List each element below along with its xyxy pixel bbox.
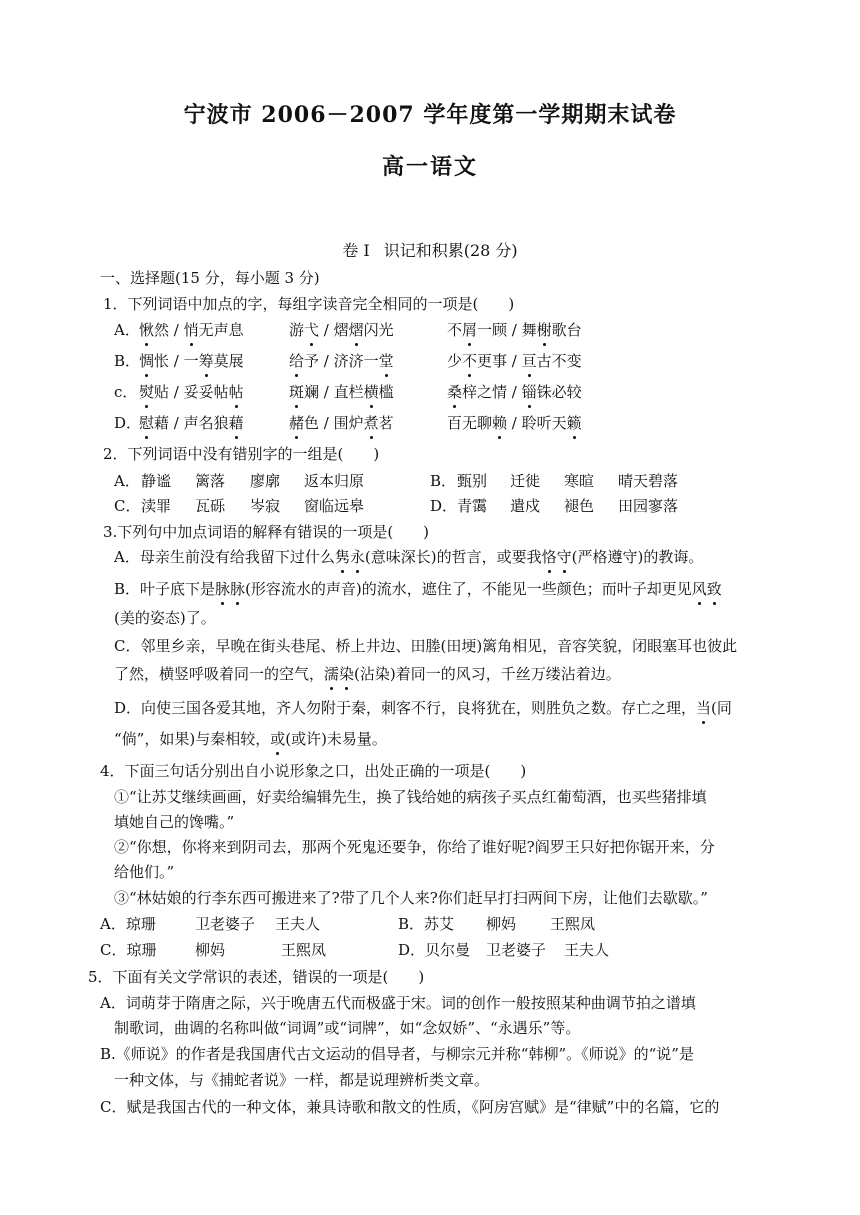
- q1-word-pair: 少不更事 / 亘古不变: [447, 352, 582, 370]
- q1-word-pair: 桑梓之情 / 锱铢必较: [447, 383, 582, 401]
- emphasis-dot-char: 筹: [198, 352, 214, 370]
- q4-option: D．贝尔曼: [398, 941, 471, 959]
- question-1-stem: 1．下列词语中加点的字，每组字读音完全相同的一项是( ): [103, 295, 515, 313]
- emphasis-dot-char: 濡: [324, 665, 340, 683]
- emphasis-dot-char: 亘: [521, 352, 537, 370]
- q2-word: 廖廓: [250, 472, 281, 490]
- q1-word-pair: 不屑一顾 / 舞榭歌台: [447, 321, 582, 339]
- q2-word: 褪色: [564, 497, 595, 515]
- emphasis-dot-char: 当: [696, 699, 712, 717]
- emphasis-dot-char: 恪: [541, 548, 557, 566]
- q1-option-label: D．: [114, 414, 142, 432]
- emphasis-dot-char: 悄: [183, 321, 199, 339]
- question-3-stem: 3.下列句中加点词语的解释有错误的一项是( ): [103, 523, 430, 541]
- q4-character: 柳妈: [486, 915, 517, 933]
- emphasis-dot-char: 永: [349, 548, 365, 566]
- section-heading: 一、选择题(15 分，每小题 3 分): [100, 269, 320, 287]
- q3-line: “倘”，如果)与秦相较，或(或许)未易量。: [114, 730, 387, 748]
- emphasis-dot-char: 致: [706, 580, 722, 598]
- q1-word-pair: 赭色 / 围炉煮茗: [289, 414, 394, 432]
- q1-word-pair: 愀然 / 悄无声息: [139, 321, 244, 339]
- q2-word: 返本归原: [304, 472, 365, 490]
- q5-line: A．词萌芽于隋唐之际，兴于晚唐五代而极盛于宋。词的创作一般按照某种曲调节拍之谱填: [100, 994, 696, 1012]
- q2-word: 寒暄: [564, 472, 595, 490]
- emphasis-dot-char: 锱: [521, 383, 537, 401]
- emphasis-dot-char: 慰: [139, 414, 155, 432]
- volume-name: 卷 I: [342, 241, 370, 260]
- q1-word-pair: 给予 / 济济一堂: [289, 352, 394, 370]
- q2-word: 甄别: [457, 472, 488, 490]
- q2-option-label: D．: [430, 497, 458, 515]
- emphasis-dot-char: 屑: [462, 321, 478, 339]
- q2-word: 遣戍: [510, 497, 541, 515]
- emphasis-dot-char: 桑: [447, 383, 463, 401]
- emphasis-dot-char: 染: [339, 665, 355, 683]
- q3-line: C．邻里乡亲，早晚在街头巷尾、桥上井边、田塍(田埂)篱角相见，音容笑貌，闭眼塞耳也彼此: [114, 637, 738, 655]
- emphasis-dot-char: 赭: [289, 414, 305, 432]
- q4-character: 王夫人: [275, 915, 321, 933]
- q4-quote-line: ①“让苏艾继续画画，好卖给编辑先生，换了钱给她的病孩子买点红葡萄酒，也买些猪排填: [114, 788, 707, 806]
- exam-title: 宁波市 2006－2007 学年度第一学期期末试卷: [183, 102, 677, 128]
- emphasis-dot-char: 不: [462, 352, 478, 370]
- q4-quote-line: ②“你想，你将来到阴司去，那两个死鬼还要争，你给了谁好呢?阎罗王只好把你锯开来，分: [114, 838, 715, 856]
- emphasis-dot-char: 籁: [566, 414, 582, 432]
- q5-line: 一种文体，与《捕蛇者说》一样，都是说理辨析类文章。: [114, 1071, 490, 1089]
- q2-word: 晴天碧落: [618, 472, 679, 490]
- q4-character: 卫老婆子: [195, 915, 256, 933]
- q2-option-label: A．: [114, 472, 140, 490]
- emphasis-dot-char: 脉: [215, 580, 231, 598]
- emphasis-dot-char: 给: [289, 352, 305, 370]
- emphasis-dot-char: 守: [556, 548, 572, 566]
- q2-word: 渎罪: [141, 497, 172, 515]
- volume-section: 识记和积累(28 分): [383, 241, 518, 260]
- q2-word: 田园寥落: [618, 497, 679, 515]
- q4-character: 王熙凤: [281, 941, 327, 959]
- emphasis-dot-char: 堂: [378, 352, 394, 370]
- q1-word-pair: 百无聊赖 / 聆听天籁: [447, 414, 582, 432]
- q3-line: (美的姿态)了。: [114, 609, 216, 627]
- q3-line: B．叶子底下是脉脉(形容流水的声音)的流水，遮住了，不能见一些颜色；而叶子却更见风致: [114, 580, 722, 598]
- emphasis-dot-char: 榭: [536, 321, 552, 339]
- q1-option-label: B．: [114, 352, 141, 370]
- emphasis-dot-char: 藉: [228, 414, 244, 432]
- q1-word-pair: 惆怅 / 一筹莫展: [139, 352, 244, 370]
- q5-line: C．赋是我国古代的一种文体，兼具诗歌和散文的性质，《阿房宫赋》是“律赋”中的名篇，它的: [100, 1098, 720, 1116]
- q4-character: 王熙凤: [550, 915, 596, 933]
- emphasis-dot-char: 横: [363, 383, 379, 401]
- q4-option: B．苏艾: [398, 915, 455, 933]
- q4-quote-line: ③“林姑娘的行李东西可搬进来了?带了几个人来?你们赶早打扫两间下房，让他们去歇歇。”: [114, 889, 708, 907]
- exam-subject: 高一语文: [381, 154, 478, 180]
- emphasis-dot-char: 隽: [334, 548, 350, 566]
- q1-word-pair: 慰藉 / 声名狼藉: [139, 414, 244, 432]
- q1-word-pair: 熨贴 / 妥妥帖帖: [139, 383, 244, 401]
- q4-character: 卫老婆子: [486, 941, 547, 959]
- emphasis-dot-char: 惆: [139, 352, 155, 370]
- q5-line: 制歌词，曲调的名称叫做“词调”或“词牌”，如“念奴娇”、“永遇乐”等。: [114, 1019, 581, 1037]
- volume-heading: [0, 238, 860, 261]
- question-5-stem: 5．下面有关文学常识的表述，错误的一项是( ): [88, 968, 425, 986]
- emphasis-dot-char: 脉: [230, 580, 246, 598]
- emphasis-dot-char: 熠: [348, 321, 364, 339]
- q3-line: D．向使三国各爱其地，齐人勿附于秦，刺客不行，良将犹在，则胜负之数。存亡之理，当(同: [114, 699, 732, 717]
- q2-word: 岑寂: [250, 497, 281, 515]
- q1-option-label: c．: [114, 383, 138, 401]
- q2-option-label: C．: [114, 497, 141, 515]
- emphasis-dot-char: 或: [270, 730, 286, 748]
- emphasis-dot-char: 帖: [228, 383, 244, 401]
- q1-word-pair: 游弋 / 熠熠闪光: [289, 321, 394, 339]
- emphasis-dot-char: 赖: [492, 414, 508, 432]
- question-4-stem: 4．下面三句话分别出自小说形象之口，出处正确的一项是( ): [100, 762, 527, 780]
- q2-option-label: B．: [430, 472, 457, 490]
- q2-word: 青霭: [457, 497, 488, 515]
- q4-character: 柳妈: [195, 941, 226, 959]
- q1-word-pair: 斑斓 / 直栏横槛: [289, 383, 394, 401]
- q2-word: 篱落: [195, 472, 226, 490]
- q2-word: 瓦砾: [195, 497, 226, 515]
- q2-word: 窗临远皋: [304, 497, 365, 515]
- q4-option: A．琼珊: [100, 915, 156, 933]
- q4-character: 王夫人: [564, 941, 610, 959]
- q4-quote-line: 给他们。”: [114, 863, 175, 881]
- emphasis-dot-char: 熨: [139, 383, 155, 401]
- q1-option-label: A．: [114, 321, 140, 339]
- emphasis-dot-char: 弋: [304, 321, 320, 339]
- q5-line: B.《师说》的作者是我国唐代古文运动的倡导者，与柳宗元并称“韩柳”。《师说》的“说”是: [100, 1045, 694, 1063]
- emphasis-dot-char: 风: [691, 580, 707, 598]
- q4-quote-line: 填她自己的馋嘴。”: [114, 813, 235, 831]
- emphasis-dot-char: 愀: [139, 321, 155, 339]
- q2-word: 迁徙: [510, 472, 541, 490]
- q3-line: A．母亲生前没有给我留下过什么隽永(意味深长)的哲言，或要我恪守(严格遵守)的教诲。: [114, 548, 704, 566]
- question-2-stem: 2．下列词语中没有错别字的一组是( ): [103, 445, 380, 463]
- emphasis-dot-char: 煮: [363, 414, 379, 432]
- q2-word: 静谧: [141, 472, 172, 490]
- q3-line: 了然，横竖呼吸着同一的空气，濡染(沾染)着同一的风习，千丝万缕沾着边。: [114, 665, 621, 683]
- q4-option: C．琼珊: [100, 941, 157, 959]
- emphasis-dot-char: 斑: [289, 383, 305, 401]
